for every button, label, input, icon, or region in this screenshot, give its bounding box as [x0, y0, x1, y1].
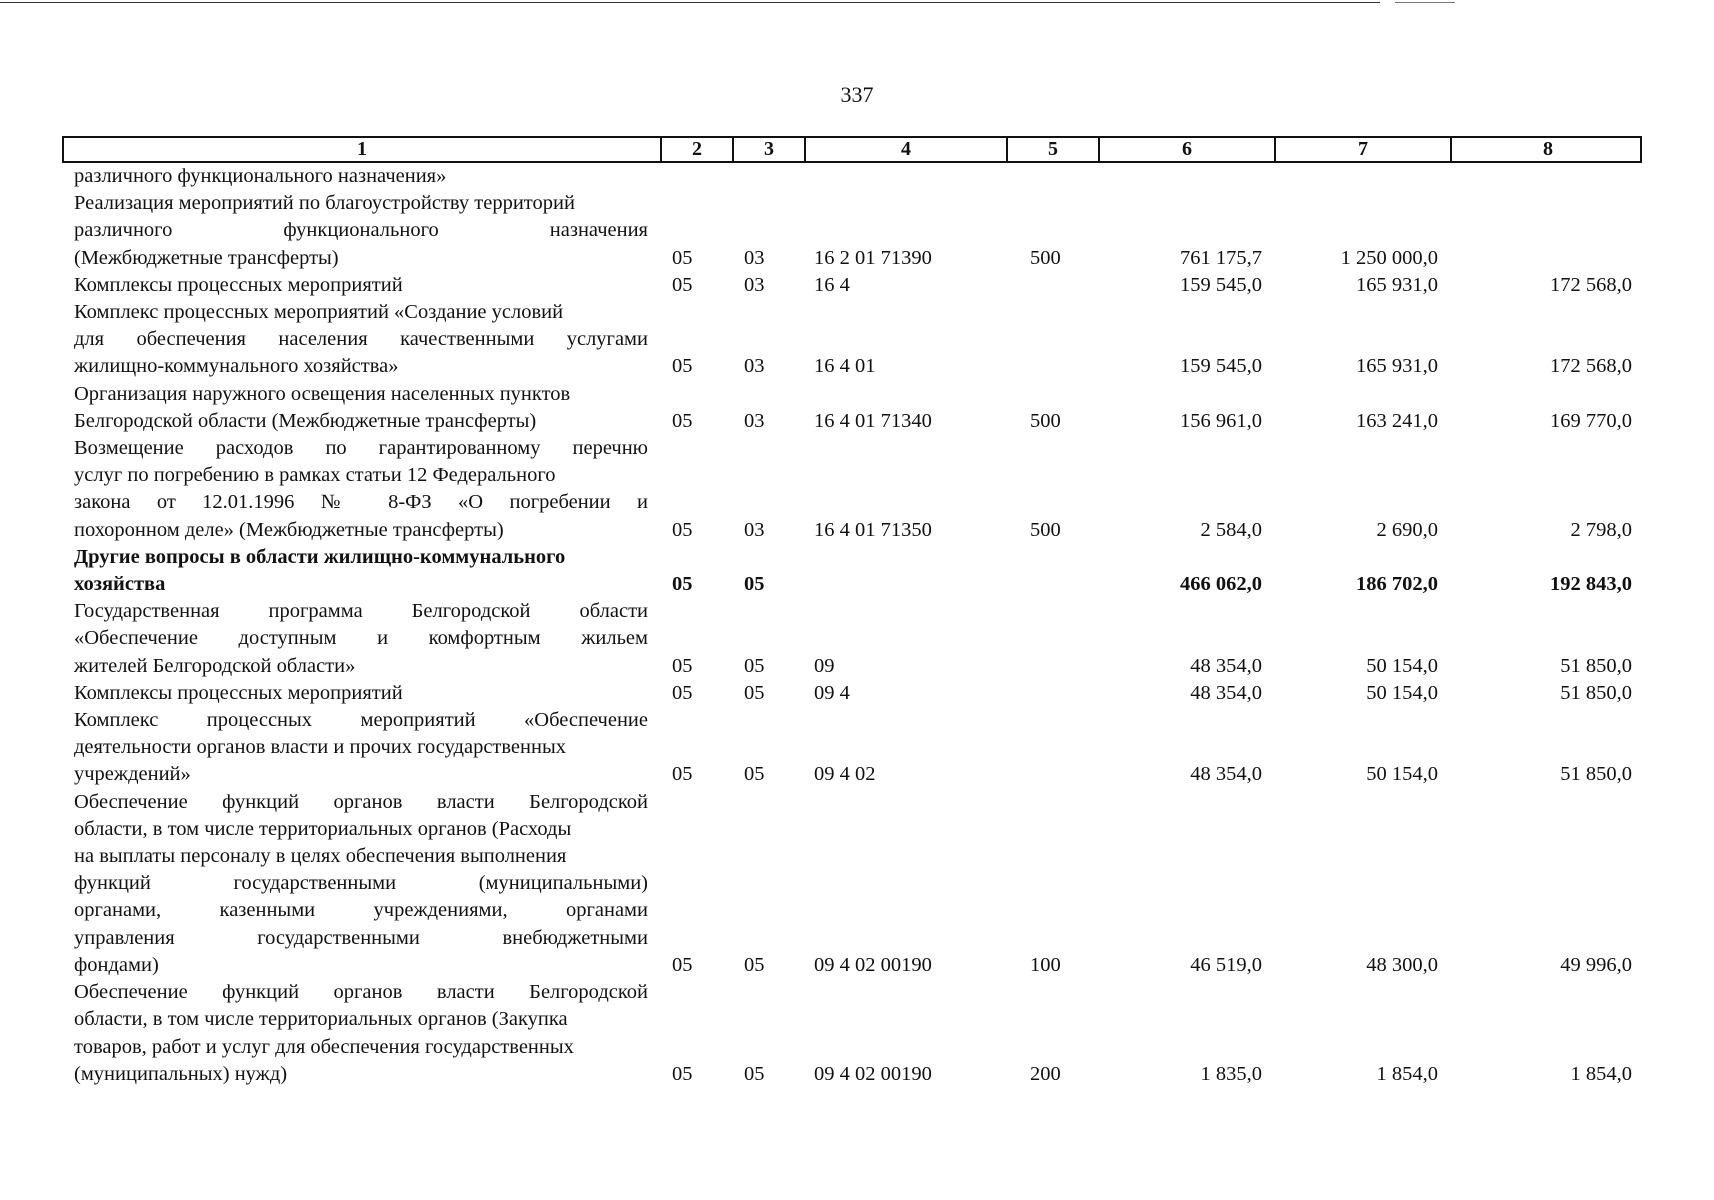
cell-c3: 05	[744, 953, 765, 976]
cell-c2: 05	[672, 355, 693, 378]
cell-c3: 03	[744, 246, 765, 269]
description-line: на выплаты персоналу в целях обеспечения выполнения	[74, 845, 567, 868]
cell-c2: 05	[672, 654, 693, 677]
description-line: (муниципальных) нужд)	[74, 1062, 288, 1085]
cell-c6: 156 961,0	[1180, 409, 1262, 432]
header-col-2: 2	[660, 138, 732, 161]
cell-c5: 500	[1030, 518, 1061, 541]
header-col-3: 3	[732, 138, 804, 161]
table-row	[62, 190, 1642, 272]
table-row	[62, 707, 1642, 789]
cell-c4: 09 4 02 00190	[814, 953, 932, 976]
description-line: Обеспечение функций органов власти Белгородской	[74, 981, 648, 1004]
table-header	[62, 136, 1642, 163]
cell-c7: 1 854,0	[1376, 1062, 1438, 1085]
top-rule	[0, 2, 1380, 3]
cell-c2: 05	[672, 953, 693, 976]
description-line: функций государственными (муниципальными)	[74, 872, 648, 895]
table-row	[62, 272, 1642, 299]
cell-c2: 05	[672, 1062, 693, 1085]
description-line: жилищно-коммунального хозяйства»	[74, 355, 399, 378]
cell-c7: 48 300,0	[1366, 953, 1438, 976]
description-line: (Межбюджетные трансферты)	[74, 246, 339, 269]
cell-c5: 200	[1030, 1062, 1061, 1085]
table-row	[62, 381, 1642, 435]
budget-table	[62, 136, 1642, 1088]
header-col-4: 4	[804, 138, 1006, 161]
description-line: Государственная программа Белгородской области	[74, 600, 648, 623]
cell-c2: 05	[672, 273, 693, 296]
table-row	[62, 680, 1642, 707]
cell-c7: 165 931,0	[1356, 355, 1438, 378]
description-line: Комплексы процессных мероприятий	[74, 681, 403, 704]
header-col-6: 6	[1098, 138, 1274, 161]
cell-c2: 05	[672, 763, 693, 786]
cell-c7: 163 241,0	[1356, 409, 1438, 432]
header-col-5: 5	[1006, 138, 1098, 161]
cell-c8: 1 854,0	[1570, 1062, 1632, 1085]
header-col-8: 8	[1450, 138, 1644, 161]
top-rule-fragment	[1395, 2, 1455, 3]
row-description	[62, 979, 658, 1088]
cell-c2: 05	[672, 518, 693, 541]
cell-c3: 03	[744, 273, 765, 296]
row-description	[62, 707, 658, 789]
cell-c6: 48 354,0	[1190, 654, 1262, 677]
description-line: Возмещение расходов по гарантированному перечню	[74, 437, 648, 460]
cell-c7: 50 154,0	[1366, 763, 1438, 786]
cell-c3: 05	[744, 1062, 765, 1085]
description-line: Другие вопросы в области жилищно-коммунального	[74, 545, 566, 568]
description-line: жителей Белгородской области»	[74, 654, 356, 677]
description-line: Реализация мероприятий по благоустройству территорий	[74, 192, 575, 215]
description-line: области, в том числе территориальных органов (Закупка	[74, 1008, 568, 1031]
cell-c4: 16 4 01 71350	[814, 518, 932, 541]
table-row	[62, 544, 1642, 598]
cell-c6: 48 354,0	[1190, 681, 1262, 704]
description-line: закона от 12.01.1996 № 8-ФЗ «О погребении и	[74, 491, 648, 514]
page-number: 337	[840, 82, 874, 107]
table-body	[62, 163, 1642, 1088]
cell-c4: 16 4 01	[814, 355, 876, 378]
description-line: учреждений»	[74, 763, 191, 786]
description-line: Комплексы процессных мероприятий	[74, 273, 403, 296]
cell-c8: 169 770,0	[1550, 409, 1632, 432]
cell-c8: 51 850,0	[1560, 763, 1632, 786]
cell-c4: 16 4 01 71340	[814, 409, 932, 432]
description-line: хозяйства	[74, 573, 166, 596]
cell-c6: 159 545,0	[1180, 355, 1262, 378]
table-row	[62, 598, 1642, 680]
table-row	[62, 789, 1642, 979]
cell-c8: 51 850,0	[1560, 681, 1632, 704]
description-line: товаров, работ и услуг для обеспечения государственных	[74, 1035, 574, 1058]
description-line: области, в том числе территориальных органов (Расходы	[74, 817, 572, 840]
cell-c3: 03	[744, 409, 765, 432]
description-line: «Обеспечение доступным и комфортным жильем	[74, 627, 648, 650]
row-description	[62, 789, 658, 979]
header-col-7: 7	[1274, 138, 1450, 161]
cell-c2: 05	[672, 573, 693, 596]
cell-c4: 09 4	[814, 681, 850, 704]
cell-c4: 09	[814, 654, 835, 677]
cell-c3: 05	[744, 681, 765, 704]
cell-c8: 172 568,0	[1550, 355, 1632, 378]
description-line: похоронном деле» (Межбюджетные трансферты)	[74, 518, 504, 541]
description-line: для обеспечения населения качественными услугами	[74, 328, 648, 351]
cell-c8: 192 843,0	[1550, 573, 1632, 596]
description-line: Организация наружного освещения населенных пунктов	[74, 382, 571, 405]
table-row	[62, 163, 1642, 190]
cell-c8: 49 996,0	[1560, 953, 1632, 976]
description-line: услуг по погребению в рамках статьи 12 Федерального	[74, 464, 556, 487]
cell-c3: 05	[744, 573, 765, 596]
cell-c7: 1 250 000,0	[1340, 246, 1438, 269]
cell-c3: 05	[744, 763, 765, 786]
row-description	[62, 163, 658, 190]
description-line: управления государственными внебюджетными	[74, 926, 648, 949]
cell-c3: 05	[744, 654, 765, 677]
table-row	[62, 299, 1642, 381]
description-line: Белгородской области (Межбюджетные трансферты)	[74, 409, 537, 432]
cell-c5: 500	[1030, 409, 1061, 432]
cell-c2: 05	[672, 246, 693, 269]
cell-c7: 2 690,0	[1376, 518, 1438, 541]
description-line: различного функционального назначения	[74, 219, 648, 242]
row-description	[62, 299, 658, 381]
cell-c6: 46 519,0	[1190, 953, 1262, 976]
description-line: Обеспечение функций органов власти Белгородской	[74, 790, 648, 813]
cell-c8: 172 568,0	[1550, 273, 1632, 296]
cell-c6: 159 545,0	[1180, 273, 1262, 296]
description-line: Комплекс процессных мероприятий «Обеспечение	[74, 709, 648, 732]
row-description	[62, 190, 658, 272]
cell-c6: 1 835,0	[1200, 1062, 1262, 1085]
cell-c4: 09 4 02	[814, 763, 876, 786]
description-line: различного функционального назначения»	[74, 165, 447, 187]
description-line: деятельности органов власти и прочих государственных	[74, 736, 566, 759]
cell-c4: 09 4 02 00190	[814, 1062, 932, 1085]
row-description	[62, 272, 658, 299]
table-row	[62, 435, 1642, 544]
cell-c3: 03	[744, 355, 765, 378]
cell-c7: 165 931,0	[1356, 273, 1438, 296]
cell-c7: 186 702,0	[1356, 573, 1438, 596]
cell-c4: 16 4	[814, 273, 850, 296]
row-description	[62, 544, 658, 598]
cell-c3: 03	[744, 518, 765, 541]
row-description	[62, 598, 658, 680]
cell-c6: 466 062,0	[1180, 573, 1262, 596]
header-col-1: 1	[357, 138, 367, 160]
cell-c2: 05	[672, 681, 693, 704]
cell-c6: 2 584,0	[1200, 518, 1262, 541]
table-row	[62, 979, 1642, 1088]
row-description	[62, 435, 658, 544]
description-line: органами, казенными учреждениями, органами	[74, 899, 648, 922]
cell-c5: 500	[1030, 246, 1061, 269]
row-description	[62, 381, 658, 435]
cell-c4: 16 2 01 71390	[814, 246, 932, 269]
cell-c6: 48 354,0	[1190, 763, 1262, 786]
description-line: фондами)	[74, 953, 159, 976]
row-description	[62, 680, 658, 707]
cell-c8: 2 798,0	[1570, 518, 1632, 541]
cell-c6: 761 175,7	[1180, 246, 1262, 269]
cell-c5: 100	[1030, 953, 1061, 976]
cell-c2: 05	[672, 409, 693, 432]
description-line: Комплекс процессных мероприятий «Создание условий	[74, 301, 564, 324]
cell-c7: 50 154,0	[1366, 654, 1438, 677]
cell-c7: 50 154,0	[1366, 681, 1438, 704]
cell-c8: 51 850,0	[1560, 654, 1632, 677]
